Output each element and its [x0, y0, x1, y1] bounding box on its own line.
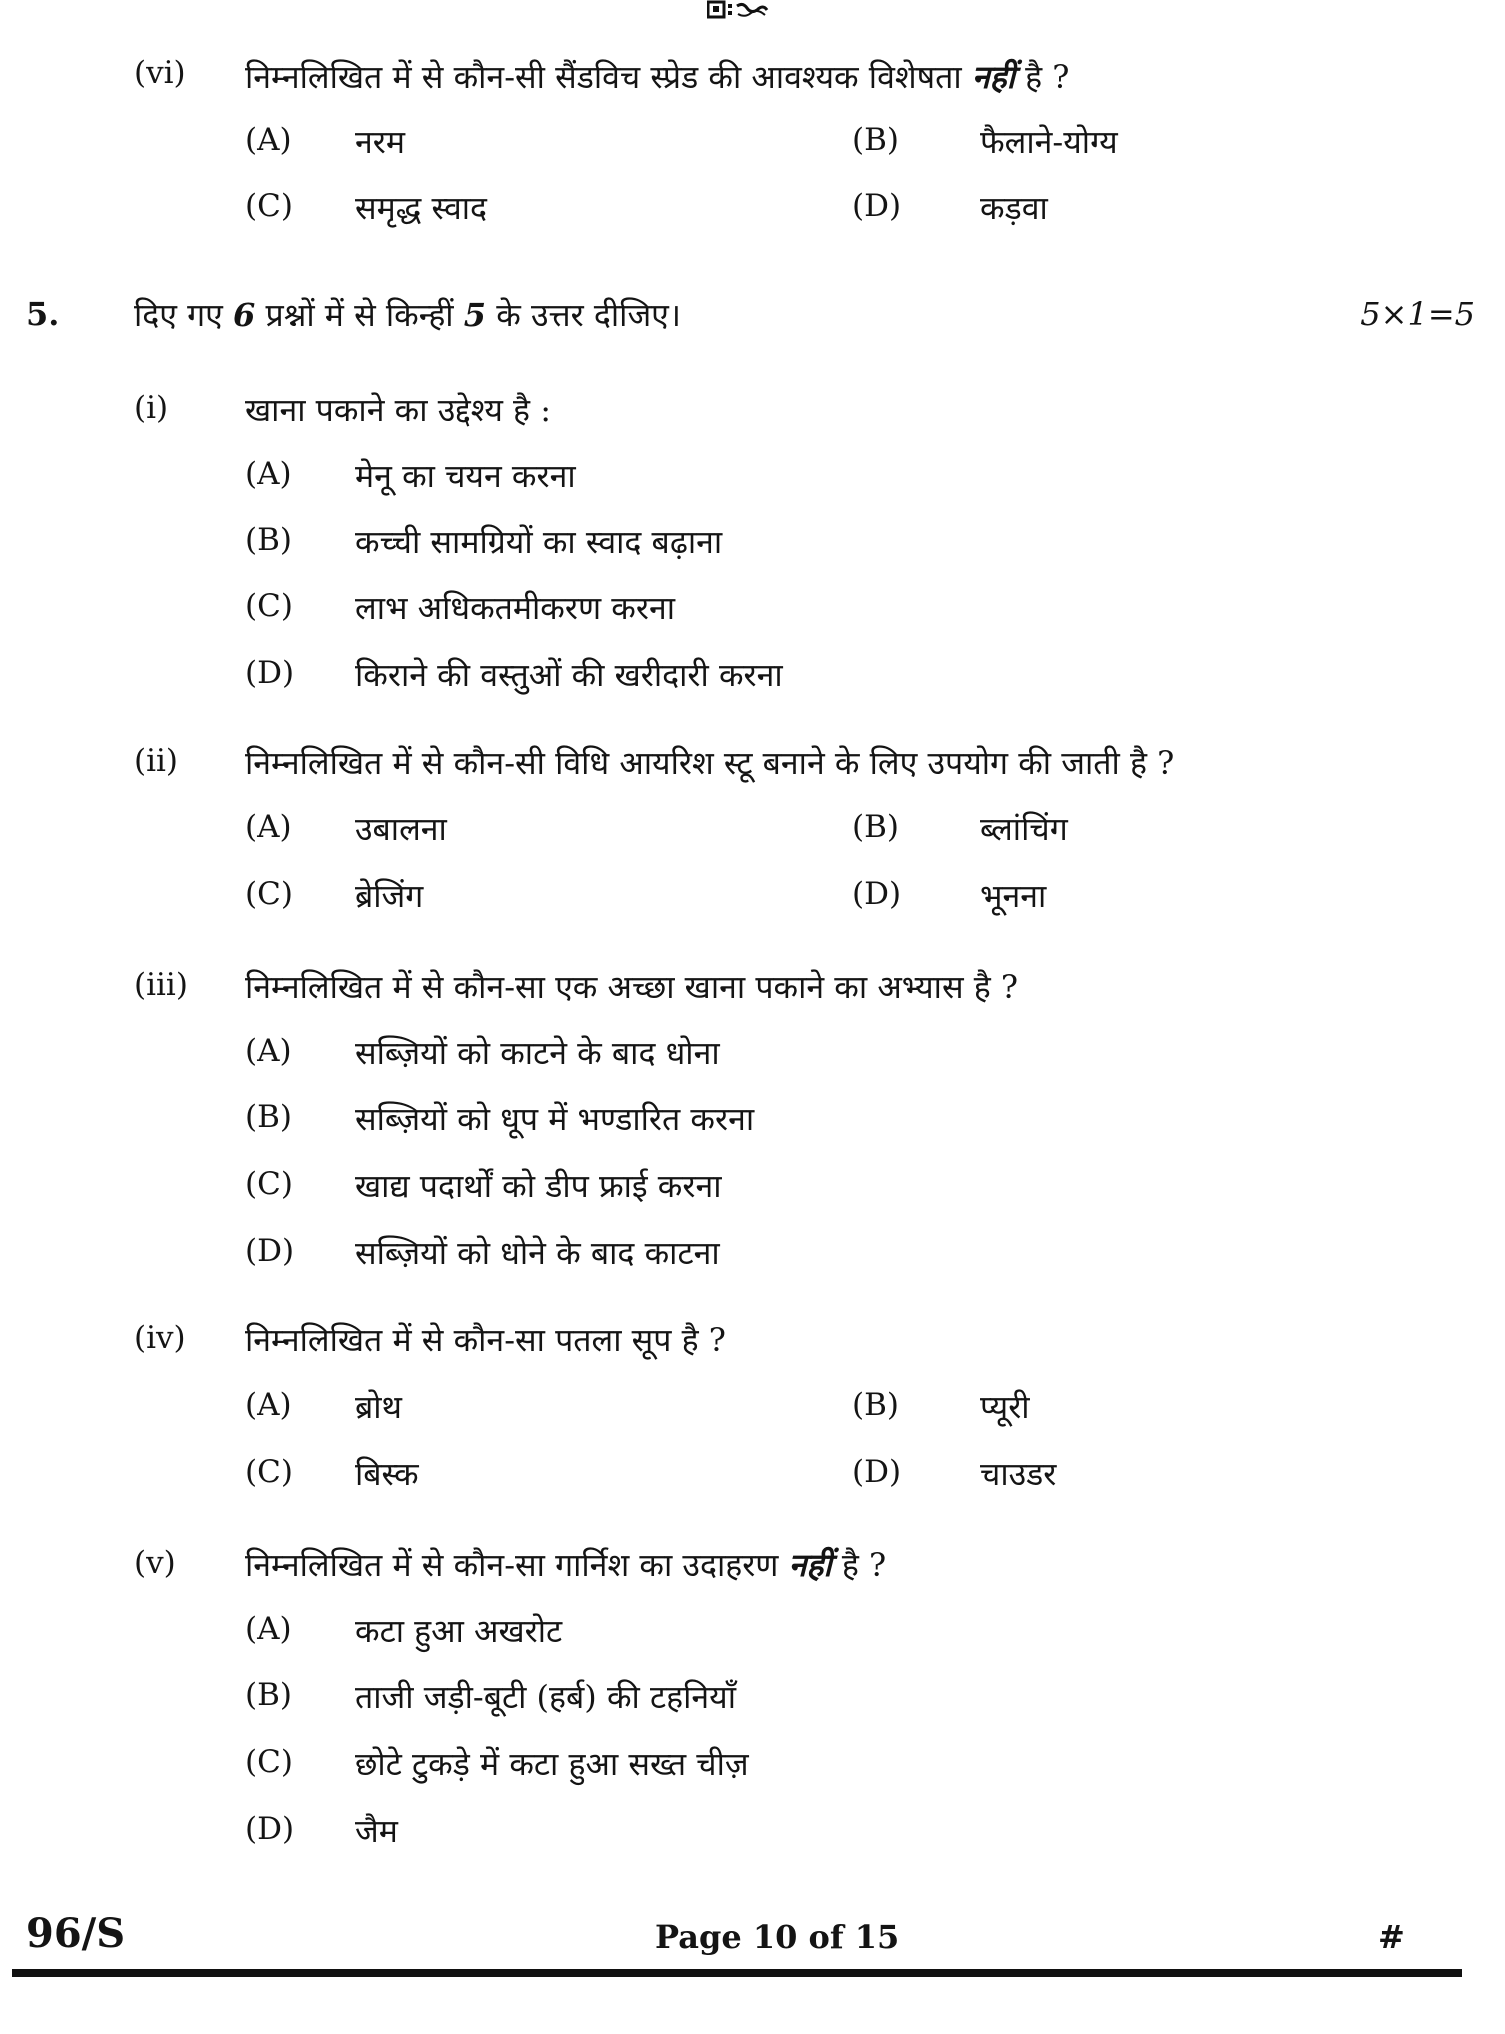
option-label: (B) — [245, 522, 292, 558]
option-label: (C) — [245, 1454, 293, 1490]
option-label: (C) — [245, 588, 293, 624]
option-text: समृद्ध स्वाद — [355, 189, 488, 227]
question-number: (iii) — [134, 967, 188, 1003]
option-text: लाभ अधिकतमीकरण करना — [355, 589, 675, 627]
question-intro — [134, 293, 681, 336]
option-label: (C) — [245, 876, 293, 912]
option-label: (A) — [245, 1387, 292, 1423]
option-text: सब्ज़ियों को धूप में भण्डारित करना — [355, 1100, 755, 1138]
intro-number: 6 — [233, 296, 256, 334]
question-text-part: निम्नलिखित में से कौन-सा गार्निश का उदाहरण — [245, 1546, 789, 1584]
option-text: ताजी जड़ी-बूटी (हर्ब) की टहनियाँ — [355, 1678, 737, 1716]
intro-text: के उत्तर दीजिए। — [486, 296, 682, 334]
question-number: (iv) — [134, 1320, 186, 1356]
question-text: खाना पकाने का उद्देश्य है : — [245, 391, 551, 429]
question-text-part: निम्नलिखित में से कौन-सी सैंडविच स्प्रेड की आवश्यक विशेषता — [245, 58, 972, 96]
option-label: (D) — [852, 188, 902, 224]
option-label: (D) — [245, 655, 295, 691]
intro-text: प्रश्नों में से किन्हीं — [255, 296, 464, 334]
option-label: (D) — [852, 876, 902, 912]
option-label: (A) — [245, 122, 292, 158]
option-label: (A) — [245, 1611, 292, 1647]
question-number: (i) — [134, 390, 169, 426]
option-text: फैलाने-योग्य — [980, 123, 1118, 161]
option-text: ब्लांचिंग — [980, 810, 1068, 848]
paper-code: 96/S — [26, 1910, 126, 1957]
page-number: Page 10 of 15 — [655, 1918, 900, 1956]
option-label: (C) — [245, 188, 293, 224]
emphasis-text: नहीं — [971, 58, 1015, 96]
qr-code-icon — [707, 0, 769, 20]
option-label: (B) — [852, 1387, 899, 1423]
option-text: सब्ज़ियों को धोने के बाद काटना — [355, 1234, 720, 1272]
question-text — [245, 1543, 886, 1586]
option-label: (C) — [245, 1744, 293, 1780]
option-label: (D) — [245, 1233, 295, 1269]
question-text: निम्नलिखित में से कौन-सा एक अच्छा खाना पकाने का अभ्यास है ? — [245, 968, 1019, 1006]
option-text: किराने की वस्तुओं की खरीदारी करना — [355, 656, 783, 694]
question-number: (vi) — [134, 55, 186, 91]
option-label: (B) — [245, 1099, 292, 1135]
option-text: भूनना — [980, 877, 1047, 915]
option-label: (D) — [245, 1811, 295, 1847]
option-label: (A) — [245, 809, 292, 845]
option-text: ब्रेजिंग — [355, 877, 424, 915]
intro-number: 5 — [463, 296, 487, 334]
option-label: (B) — [245, 1677, 292, 1713]
option-text: जैम — [355, 1812, 398, 1850]
intro-text: दिए गए — [134, 296, 234, 334]
question-number: (v) — [134, 1545, 176, 1581]
question-number: (ii) — [134, 743, 179, 779]
option-label: (A) — [245, 456, 292, 492]
option-text: कच्ची सामग्रियों का स्वाद बढ़ाना — [355, 523, 723, 561]
option-label: (A) — [245, 1033, 292, 1069]
option-text: ब्रोथ — [355, 1388, 403, 1426]
option-text: मेनू का चयन करना — [355, 457, 576, 495]
footer-divider — [12, 1969, 1462, 1977]
option-text: छोटे टुकड़े में कटा हुआ सख्त चीज़ — [355, 1745, 749, 1783]
option-text: कटा हुआ अखरोट — [355, 1612, 563, 1650]
option-text: खाद्य पदार्थों को डीप फ्राई करना — [355, 1167, 722, 1205]
option-label: (C) — [245, 1166, 293, 1202]
option-text: सब्ज़ियों को काटने के बाद धोना — [355, 1034, 720, 1072]
option-text: बिस्क — [355, 1455, 419, 1493]
question-number: 5. — [26, 295, 60, 333]
option-text: नरम — [355, 123, 405, 161]
option-label: (B) — [852, 809, 899, 845]
question-text: निम्नलिखित में से कौन-सी विधि आयरिश स्टू बनाने के लिए उपयोग की जाती है ? — [245, 744, 1175, 782]
option-text: उबालना — [355, 810, 447, 848]
option-text: प्यूरी — [980, 1388, 1030, 1426]
hash-mark: # — [1378, 1918, 1405, 1956]
question-text — [245, 55, 1069, 98]
question-text: निम्नलिखित में से कौन-सा पतला सूप है ? — [245, 1321, 726, 1359]
question-text-part: है ? — [831, 1546, 887, 1584]
emphasis-text: नहीं — [788, 1546, 832, 1584]
option-text: चाउडर — [980, 1455, 1057, 1493]
option-label: (D) — [852, 1454, 902, 1490]
marks: 5×1=5 — [1360, 295, 1475, 333]
option-text: कड़वा — [980, 189, 1048, 227]
question-text-part: है ? — [1014, 58, 1070, 96]
option-label: (B) — [852, 122, 899, 158]
